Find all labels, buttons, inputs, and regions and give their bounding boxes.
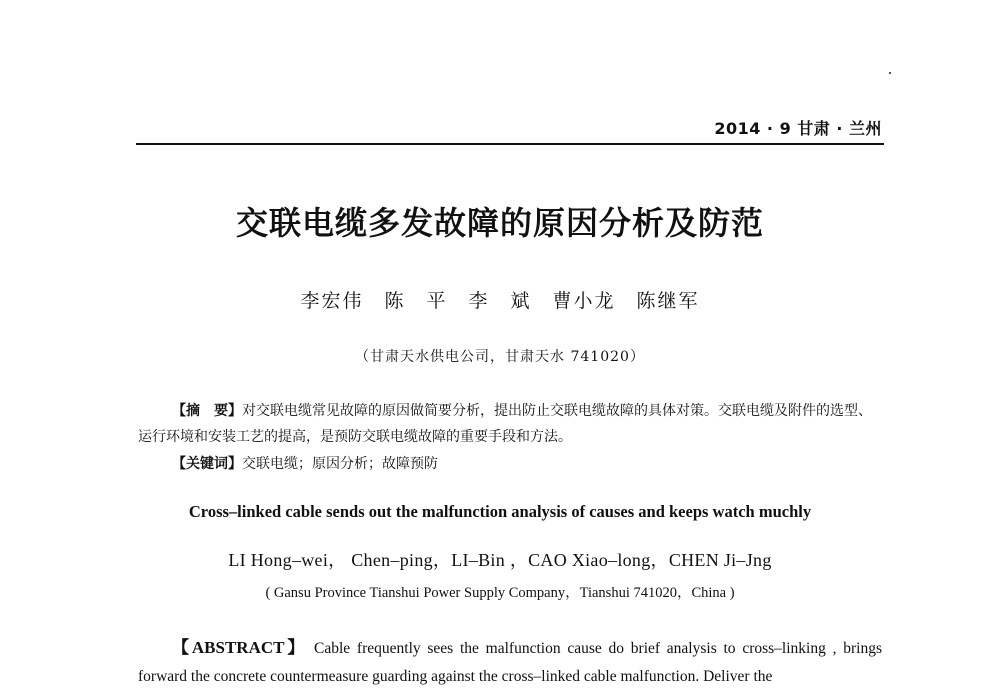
abstract-english-text: Cable frequently sees the malfunction cause do brief analysis to cross–linking , brings forward the concrete countermeasure guarding against the cross–linked cable malfunction. Deliver the xyxy=(138,640,882,685)
affiliation-english: ( Gansu Province Tianshui Power Supply Company，Tianshui 741020，China ) xyxy=(265,585,735,601)
abstract-label: 【摘 要】 xyxy=(172,403,242,419)
abstract-chinese xyxy=(138,398,882,450)
keywords-chinese xyxy=(172,451,872,477)
journal-header: 2014 · 9 甘肃 · 兰州 xyxy=(714,119,882,138)
authors-english: LI Hong–wei， Chen–ping，LI–Bin ，CAO Xiao–long，CHEN Ji–Jng xyxy=(228,550,772,570)
authors-chinese: 李宏伟 陈 平 李 斌 曹小龙 陈继军 xyxy=(300,290,700,312)
abstract-english xyxy=(138,634,882,691)
header-rule xyxy=(136,143,884,145)
keywords-label: 【关键词】 xyxy=(172,456,242,472)
scan-speck xyxy=(889,72,891,74)
paper-title: 交联电缆多发故障的原因分析及防范 xyxy=(235,204,764,242)
paper-title-english: Cross–linked cable sends out the malfunction analysis of causes and keeps watch muchly xyxy=(188,502,812,521)
abstract-text: 对交联电缆常见故障的原因做简要分析，提出防止交联电缆故障的具体对策。交联电缆及附件的选型、运行环境和安装工艺的提高，是预防交联电缆故障的重要手段和方法。 xyxy=(138,403,872,445)
affiliation-chinese: （甘肃天水供电公司，甘肃天水 741020） xyxy=(355,349,645,365)
keywords-text: 交联电缆；原因分析；故障预防 xyxy=(242,456,438,472)
abstract-english-label: 【ABSTRACT】 xyxy=(172,638,308,657)
